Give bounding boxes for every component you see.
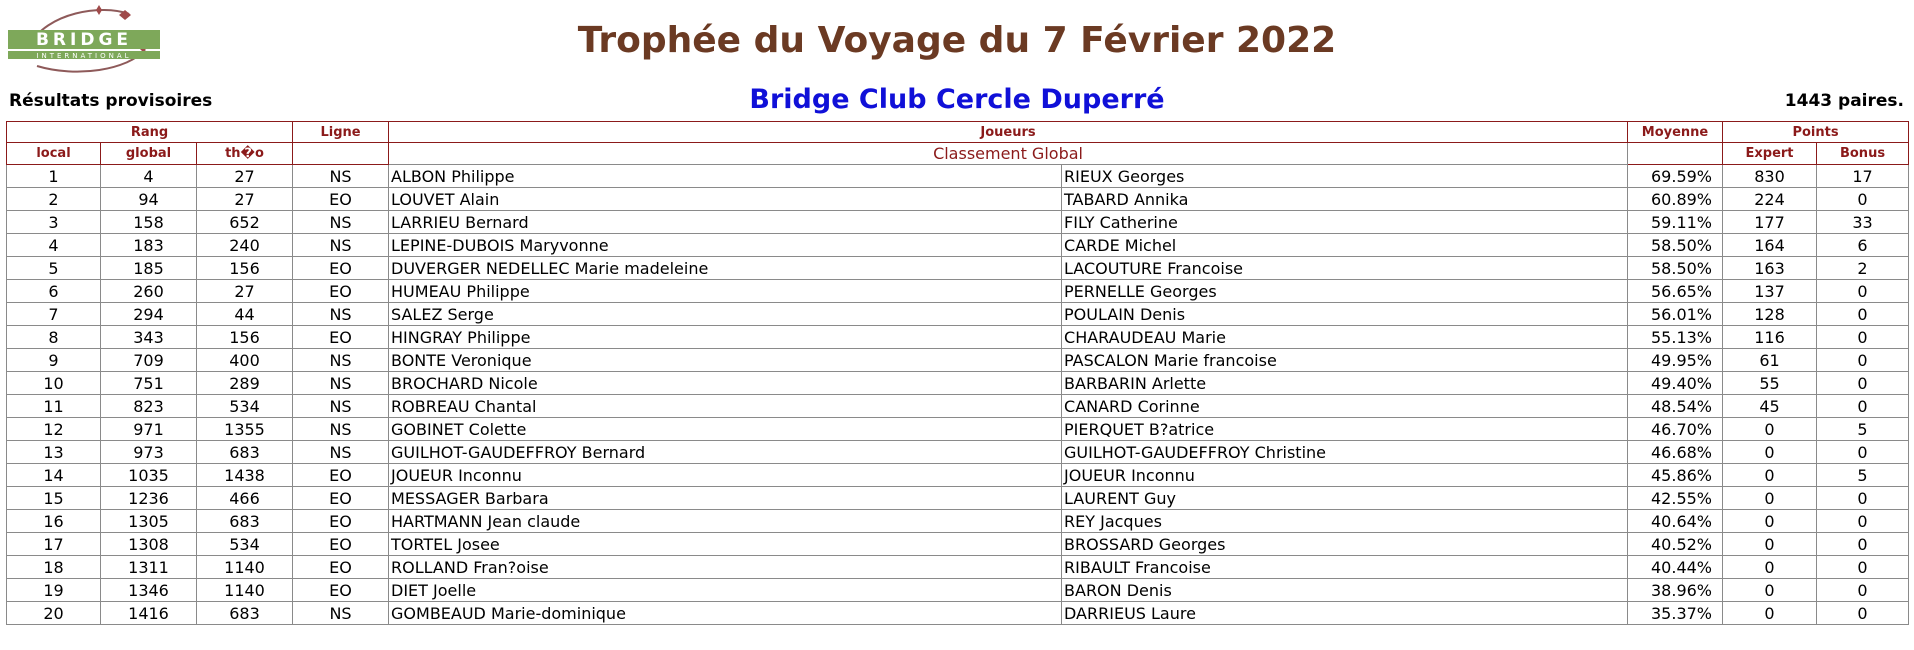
logo-subtext: INTERNATIONAL	[36, 52, 132, 60]
cell-moyenne: 40.44%	[1628, 556, 1723, 579]
cell-global: 1308	[101, 533, 197, 556]
cell-moyenne: 46.70%	[1628, 418, 1723, 441]
cell-expert: 0	[1723, 487, 1817, 510]
table-row	[7, 165, 1909, 188]
cell-ligne: NS	[293, 395, 389, 418]
table-row	[7, 372, 1909, 395]
cell-local: 16	[7, 510, 101, 533]
cell-ligne: EO	[293, 188, 389, 211]
cell-player-1: SALEZ Serge	[389, 303, 1062, 326]
cell-local: 19	[7, 579, 101, 602]
cell-local: 2	[7, 188, 101, 211]
cell-player-2: BARBARIN Arlette	[1062, 372, 1628, 395]
cell-expert: 163	[1723, 257, 1817, 280]
cell-expert: 0	[1723, 464, 1817, 487]
cell-player-2: BROSSARD Georges	[1062, 533, 1628, 556]
table-row	[7, 602, 1909, 625]
cell-player-2: DARRIEUS Laure	[1062, 602, 1628, 625]
cell-global: 709	[101, 349, 197, 372]
header-rang: Rang	[7, 122, 293, 143]
cell-bonus: 0	[1817, 188, 1909, 211]
cell-ligne: EO	[293, 326, 389, 349]
cell-player-1: LEPINE-DUBOIS Maryvonne	[389, 234, 1062, 257]
cell-bonus: 0	[1817, 441, 1909, 464]
cell-bonus: 33	[1817, 211, 1909, 234]
table-row	[7, 418, 1909, 441]
table-row	[7, 349, 1909, 372]
table-row	[7, 487, 1909, 510]
cell-theo: 1140	[197, 556, 293, 579]
cell-ligne: EO	[293, 533, 389, 556]
cell-global: 158	[101, 211, 197, 234]
cell-bonus: 5	[1817, 464, 1909, 487]
cell-theo: 1355	[197, 418, 293, 441]
cell-theo: 44	[197, 303, 293, 326]
cell-player-2: RIEUX Georges	[1062, 165, 1628, 188]
cell-global: 823	[101, 395, 197, 418]
cell-player-2: TABARD Annika	[1062, 188, 1628, 211]
cell-local: 8	[7, 326, 101, 349]
cell-bonus: 2	[1817, 257, 1909, 280]
cell-local: 14	[7, 464, 101, 487]
cell-player-1: DUVERGER NEDELLEC Marie madeleine	[389, 257, 1062, 280]
cell-player-2: CANARD Corinne	[1062, 395, 1628, 418]
cell-moyenne: 40.52%	[1628, 533, 1723, 556]
table-row	[7, 510, 1909, 533]
cell-expert: 0	[1723, 441, 1817, 464]
cell-theo: 683	[197, 510, 293, 533]
table-row	[7, 579, 1909, 602]
cell-global: 343	[101, 326, 197, 349]
cell-bonus: 0	[1817, 487, 1909, 510]
table-row	[7, 211, 1909, 234]
cell-player-2: LACOUTURE Francoise	[1062, 257, 1628, 280]
cell-expert: 128	[1723, 303, 1817, 326]
cell-player-1: LARRIEU Bernard	[389, 211, 1062, 234]
cell-local: 9	[7, 349, 101, 372]
cell-theo: 240	[197, 234, 293, 257]
cell-local: 1	[7, 165, 101, 188]
cell-global: 973	[101, 441, 197, 464]
cell-expert: 116	[1723, 326, 1817, 349]
cell-expert: 0	[1723, 418, 1817, 441]
cell-player-1: HINGRAY Philippe	[389, 326, 1062, 349]
cell-expert: 224	[1723, 188, 1817, 211]
cell-ligne: NS	[293, 211, 389, 234]
sub-header-row	[7, 143, 1909, 165]
cell-global: 1236	[101, 487, 197, 510]
header-bonus: Bonus	[1817, 143, 1909, 165]
logo-text: BRIDGE	[35, 30, 133, 50]
cell-player-1: MESSAGER Barbara	[389, 487, 1062, 510]
cell-ligne: EO	[293, 487, 389, 510]
cell-bonus: 0	[1817, 510, 1909, 533]
cell-moyenne: 35.37%	[1628, 602, 1723, 625]
cell-player-1: GOMBEAUD Marie-dominique	[389, 602, 1062, 625]
cell-bonus: 5	[1817, 418, 1909, 441]
cell-local: 12	[7, 418, 101, 441]
cell-ligne: EO	[293, 556, 389, 579]
cell-player-1: GOBINET Colette	[389, 418, 1062, 441]
table-row	[7, 257, 1909, 280]
cell-expert: 830	[1723, 165, 1817, 188]
cell-ligne: NS	[293, 303, 389, 326]
cell-moyenne: 59.11%	[1628, 211, 1723, 234]
cell-global: 185	[101, 257, 197, 280]
header-moyenne-empty	[1628, 143, 1723, 165]
cell-bonus: 0	[1817, 602, 1909, 625]
cell-bonus: 0	[1817, 349, 1909, 372]
pairs-count: 1443 paires.	[1784, 91, 1904, 111]
cell-local: 6	[7, 280, 101, 303]
cell-moyenne: 45.86%	[1628, 464, 1723, 487]
cell-moyenne: 56.65%	[1628, 280, 1723, 303]
cell-theo: 27	[197, 165, 293, 188]
page-title: Trophée du Voyage du 7 Février 2022	[577, 20, 1337, 61]
cell-expert: 0	[1723, 510, 1817, 533]
cell-global: 94	[101, 188, 197, 211]
header-ligne-empty	[293, 143, 389, 165]
header-local: local	[7, 143, 101, 165]
header-ligne: Ligne	[293, 122, 389, 143]
cell-global: 1346	[101, 579, 197, 602]
cell-moyenne: 58.50%	[1628, 234, 1723, 257]
cell-theo: 466	[197, 487, 293, 510]
cell-moyenne: 38.96%	[1628, 579, 1723, 602]
cell-expert: 177	[1723, 211, 1817, 234]
cell-bonus: 0	[1817, 579, 1909, 602]
cell-local: 10	[7, 372, 101, 395]
cell-moyenne: 55.13%	[1628, 326, 1723, 349]
results-table	[6, 121, 1909, 625]
cell-player-1: JOUEUR Inconnu	[389, 464, 1062, 487]
cell-player-1: HUMEAU Philippe	[389, 280, 1062, 303]
cell-global: 1311	[101, 556, 197, 579]
cell-player-2: PERNELLE Georges	[1062, 280, 1628, 303]
table-row	[7, 188, 1909, 211]
cell-theo: 1438	[197, 464, 293, 487]
cell-ligne: NS	[293, 234, 389, 257]
cell-moyenne: 56.01%	[1628, 303, 1723, 326]
cell-ligne: NS	[293, 349, 389, 372]
cell-local: 4	[7, 234, 101, 257]
cell-expert: 45	[1723, 395, 1817, 418]
cell-player-2: LAURENT Guy	[1062, 487, 1628, 510]
club-name: Bridge Club Cercle Duperré	[749, 84, 1165, 115]
cell-theo: 534	[197, 533, 293, 556]
cell-theo: 400	[197, 349, 293, 372]
cell-player-2: JOUEUR Inconnu	[1062, 464, 1628, 487]
cell-global: 183	[101, 234, 197, 257]
cell-global: 260	[101, 280, 197, 303]
cell-expert: 137	[1723, 280, 1817, 303]
cell-player-1: LOUVET Alain	[389, 188, 1062, 211]
cell-bonus: 6	[1817, 234, 1909, 257]
cell-local: 7	[7, 303, 101, 326]
header-global: global	[101, 143, 197, 165]
cell-global: 1035	[101, 464, 197, 487]
cell-moyenne: 49.40%	[1628, 372, 1723, 395]
table-row	[7, 395, 1909, 418]
cell-player-1: BROCHARD Nicole	[389, 372, 1062, 395]
cell-moyenne: 48.54%	[1628, 395, 1723, 418]
provisional-results-label: Résultats provisoires	[9, 91, 213, 111]
cell-player-1: ALBON Philippe	[389, 165, 1062, 188]
cell-moyenne: 60.89%	[1628, 188, 1723, 211]
cell-local: 11	[7, 395, 101, 418]
cell-bonus: 0	[1817, 395, 1909, 418]
cell-player-2: PIERQUET B?atrice	[1062, 418, 1628, 441]
table-row	[7, 234, 1909, 257]
cell-player-2: REY Jacques	[1062, 510, 1628, 533]
cell-moyenne: 42.55%	[1628, 487, 1723, 510]
cell-player-2: CARDE Michel	[1062, 234, 1628, 257]
cell-player-2: GUILHOT-GAUDEFFROY Christine	[1062, 441, 1628, 464]
cell-bonus: 0	[1817, 280, 1909, 303]
cell-player-1: ROLLAND Fran?oise	[389, 556, 1062, 579]
cell-local: 17	[7, 533, 101, 556]
cell-theo: 534	[197, 395, 293, 418]
cell-player-1: ROBREAU Chantal	[389, 395, 1062, 418]
table-row	[7, 533, 1909, 556]
cell-theo: 1140	[197, 579, 293, 602]
cell-bonus: 0	[1817, 556, 1909, 579]
cell-bonus: 0	[1817, 303, 1909, 326]
cell-ligne: NS	[293, 418, 389, 441]
cell-bonus: 17	[1817, 165, 1909, 188]
header-points: Points	[1723, 122, 1909, 143]
cell-expert: 61	[1723, 349, 1817, 372]
cell-expert: 164	[1723, 234, 1817, 257]
cell-theo: 156	[197, 326, 293, 349]
table-row	[7, 303, 1909, 326]
table-row	[7, 441, 1909, 464]
cell-moyenne: 58.50%	[1628, 257, 1723, 280]
cell-player-2: CHARAUDEAU Marie	[1062, 326, 1628, 349]
cell-ligne: NS	[293, 441, 389, 464]
cell-expert: 0	[1723, 579, 1817, 602]
cell-ligne: EO	[293, 464, 389, 487]
cell-player-1: BONTE Veronique	[389, 349, 1062, 372]
cell-theo: 683	[197, 441, 293, 464]
cell-theo: 27	[197, 280, 293, 303]
cell-moyenne: 69.59%	[1628, 165, 1723, 188]
cell-moyenne: 40.64%	[1628, 510, 1723, 533]
cell-moyenne: 46.68%	[1628, 441, 1723, 464]
cell-global: 4	[101, 165, 197, 188]
cell-expert: 55	[1723, 372, 1817, 395]
header-classement-global: Classement Global	[389, 143, 1628, 165]
table-row	[7, 326, 1909, 349]
cell-bonus: 0	[1817, 533, 1909, 556]
cell-expert: 0	[1723, 602, 1817, 625]
header-moyenne: Moyenne	[1628, 122, 1723, 143]
cell-player-1: GUILHOT-GAUDEFFROY Bernard	[389, 441, 1062, 464]
cell-theo: 156	[197, 257, 293, 280]
cell-local: 15	[7, 487, 101, 510]
cell-ligne: EO	[293, 510, 389, 533]
header-theo: th�o	[197, 143, 293, 165]
cell-ligne: NS	[293, 165, 389, 188]
cell-local: 13	[7, 441, 101, 464]
cell-player-2: FILY Catherine	[1062, 211, 1628, 234]
cell-global: 294	[101, 303, 197, 326]
cell-bonus: 0	[1817, 372, 1909, 395]
cell-local: 20	[7, 602, 101, 625]
cell-theo: 27	[197, 188, 293, 211]
cell-player-2: BARON Denis	[1062, 579, 1628, 602]
cell-player-2: PASCALON Marie francoise	[1062, 349, 1628, 372]
cell-global: 1416	[101, 602, 197, 625]
cell-bonus: 0	[1817, 326, 1909, 349]
cell-expert: 0	[1723, 556, 1817, 579]
cell-global: 1305	[101, 510, 197, 533]
cell-player-1: DIET Joelle	[389, 579, 1062, 602]
header-joueurs: Joueurs	[389, 122, 1628, 143]
cell-ligne: NS	[293, 602, 389, 625]
cell-theo: 652	[197, 211, 293, 234]
cell-theo: 683	[197, 602, 293, 625]
cell-theo: 289	[197, 372, 293, 395]
cell-expert: 0	[1723, 533, 1817, 556]
cell-player-2: RIBAULT Francoise	[1062, 556, 1628, 579]
cell-global: 751	[101, 372, 197, 395]
cell-ligne: EO	[293, 280, 389, 303]
cell-local: 5	[7, 257, 101, 280]
cell-local: 18	[7, 556, 101, 579]
cell-player-1: HARTMANN Jean claude	[389, 510, 1062, 533]
header-expert: Expert	[1723, 143, 1817, 165]
cell-player-1: TORTEL Josee	[389, 533, 1062, 556]
cell-ligne: NS	[293, 372, 389, 395]
cell-global: 971	[101, 418, 197, 441]
cell-moyenne: 49.95%	[1628, 349, 1723, 372]
table-row	[7, 556, 1909, 579]
table-row	[7, 280, 1909, 303]
table-row	[7, 464, 1909, 487]
cell-ligne: EO	[293, 579, 389, 602]
cell-ligne: EO	[293, 257, 389, 280]
group-header-row	[7, 122, 1909, 143]
cell-local: 3	[7, 211, 101, 234]
cell-player-2: POULAIN Denis	[1062, 303, 1628, 326]
